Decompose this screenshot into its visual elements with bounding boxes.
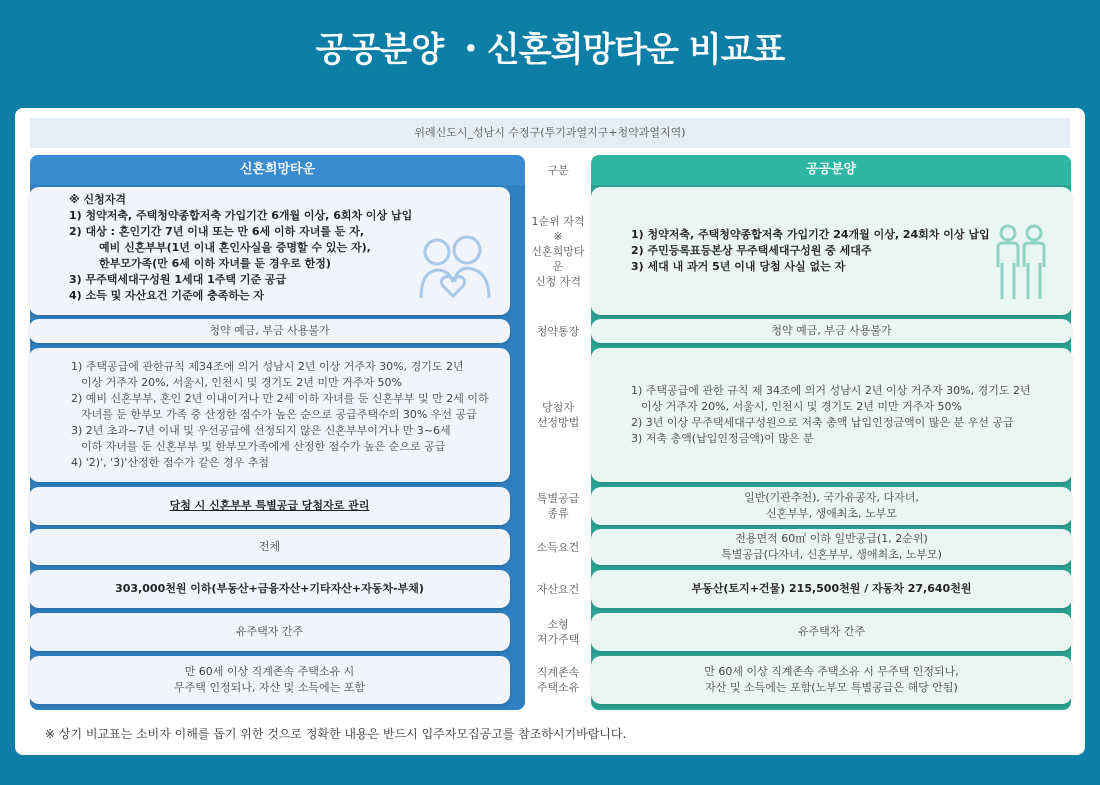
row-income-label: 소득요건	[536, 540, 580, 554]
row-asset-label: 자산요건	[536, 582, 580, 596]
row-special-right	[591, 487, 1072, 525]
row-asset-left: 303,000천원 이하(부동산+금융자산+기타자산+자동차-부채)	[29, 570, 510, 608]
parents-left-line: 무주택 인정되나, 자산 및 소득에는 포함	[174, 681, 365, 694]
selection-right-line: 3) 저축 총액(납입인정금액)이 많은 분	[631, 432, 814, 445]
qualification-label-line: 1순위 자격	[531, 214, 585, 228]
couple-heart-icon	[415, 230, 495, 302]
qualification-right-line: 2) 주민등록표등본상 무주택세대구성원 중 세대주	[631, 244, 872, 257]
selection-right-line: 2) 3년 이상 무주택세대구성원으로 저축 총액 납입인정금액이 많은 분 우선 공급	[631, 416, 1014, 429]
small-label-line: 저가주택	[536, 633, 580, 646]
parents-right-line: 만 60세 이상 직계존속 주택소유 시 무주택 인정되나,	[704, 665, 959, 678]
selection-left-line: 2) 예비 신혼부부, 혼인 2년 이내이거나 만 2세 이하 자녀를 둔 신혼부부 및 만 2세 이하	[71, 392, 489, 405]
couple-people-icon	[990, 223, 1052, 303]
row-small-left: 유주택자 간주	[29, 613, 510, 651]
qualification-label-line: ※	[553, 229, 563, 243]
row-income-right	[591, 529, 1072, 565]
selection-label-line: 선정방법	[536, 416, 580, 429]
row-small-right: 유주택자 간주	[591, 613, 1072, 651]
row-income-left: 전체	[29, 529, 510, 565]
row-selection-left	[29, 348, 510, 482]
row-selection-right	[591, 348, 1072, 482]
parents-left-line: 만 60세 이상 직계존속 주택소유 시	[184, 665, 355, 678]
row-small-label	[527, 613, 589, 651]
page-title: 공공분양 ・신혼희망타운 비교표	[315, 30, 785, 70]
row-parents-right	[591, 656, 1072, 704]
income-right-line: 특별공급(다자녀, 신혼부부, 생애최초, 노부모)	[721, 548, 942, 561]
qualification-left-line: 4) 소득 및 자산요건 기준에 충족하는 자	[69, 289, 265, 302]
qualification-right-line: 1) 청약저축, 주택청약종합저축 가입기간 24개월 이상, 24회차 이상 납입	[631, 228, 990, 241]
qualification-label-line: 신혼희망타운	[531, 244, 585, 273]
selection-right-line: 1) 주택공급에 관한 규칙 제 34조에 의거 성남시 2년 이상 거주자 30%, 경기도 2년	[631, 384, 1031, 397]
selection-left-line: 3) 2년 초과~7년 이내 및 우선공급에 선정되지 않은 신혼부부이거나 만 3~6세	[71, 424, 451, 437]
qualification-label-line: 신청 자격	[534, 274, 581, 288]
parents-label-line: 주택소유	[536, 681, 580, 694]
special-right-line: 일반(기관추천), 국가유공자, 다자녀,	[744, 491, 919, 504]
row-account-label: 청약통장	[536, 324, 580, 338]
selection-left-line: 1) 주택공급에 관한규칙 제34조에 의거 성남시 2년 이상 거주자 30%, 경기도 2년	[71, 360, 464, 373]
row-parents-left	[29, 656, 510, 704]
qualification-left-line: 한부모가족(만 6세 이하 자녀를 둔 경우로 한정)	[99, 257, 331, 270]
income-right-line: 전용면적 60㎡ 이하 일반공급(1, 2순위)	[735, 532, 928, 545]
footnote: ※ 상기 비교표는 소비자 이해를 돕기 위한 것으로 정확한 내용은 반드시 입주자모집공고를 참조하시기바랍니다.	[45, 727, 627, 741]
selection-left-line: 4) '2)', '3)'산정한 점수가 같은 경우 추첨	[71, 456, 269, 469]
qualification-right-line: 3) 세대 내 과거 5년 이내 당첨 사실 없는 자	[631, 260, 846, 273]
row-special-left: 당첨 시 신혼부부 특별공급 당첨자로 관리	[29, 487, 510, 525]
qualification-left-line: 2) 대상 : 혼인기간 7년 이내 또는 만 6세 이하 자녀를 둔 자,	[69, 225, 365, 238]
special-label-line: 특별공급	[536, 492, 580, 505]
selection-right-line: 이상 거주자 20%, 서울시, 인천시 및 경기도 2년 미만 거주자 50%	[641, 400, 963, 413]
row-account-right: 청약 예금, 부금 사용불가	[591, 319, 1072, 343]
column-header-category: 구분	[547, 163, 569, 177]
qualification-left-line: ※ 신청자격	[69, 193, 127, 206]
row-asset-right: 부동산(토지+건물) 215,500천원 / 자동차 27,640천원	[591, 570, 1072, 608]
comparison-card	[15, 108, 1085, 755]
region-subheader: 위례신도시_성남시 수정구(투기과열지구+청약과열지역)	[30, 118, 1070, 148]
selection-left-line: 자녀를 둔 한부모 가족 중 산정한 점수가 높은 순으로 공급주택수의 30% 우선 공급	[81, 408, 477, 421]
special-label-line: 종류	[547, 507, 569, 520]
qualification-left-line: 3) 무주택세대구성원 1세대 1주택 기준 공급	[69, 273, 287, 286]
row-special-label	[527, 487, 589, 525]
selection-left-line: 이상 거주자 20%, 서울시, 인천시 및 경기도 2년 미만 거주자 50%	[81, 376, 403, 389]
column-header-newlywed-town: 신혼희망타운	[30, 155, 525, 185]
row-qualification-label	[527, 187, 589, 315]
qualification-left-line: 예비 신혼부부(1년 이내 혼인사실을 증명할 수 있는 자),	[99, 241, 371, 254]
parents-right-line: 자산 및 소득에는 포함(노부모 특별공급은 해당 안됨)	[705, 681, 958, 694]
small-label-line: 소형	[547, 618, 569, 631]
parents-label-line: 직계존속	[536, 666, 580, 679]
selection-left-line: 이하 자녀를 둔 신혼부부 및 한부모가족에게 산정한 점수가 높은 순으로 공급	[81, 440, 446, 453]
row-selection-label	[527, 348, 589, 482]
special-right-line: 신혼부부, 생애최초, 노부모	[766, 507, 897, 520]
row-account-left: 청약 예금, 부금 사용불가	[29, 319, 510, 343]
qualification-left-line: 1) 청약저축, 주택청약종합저축 가입기간 6개월 이상, 6회차 이상 납입	[69, 209, 413, 222]
column-header-public-sale: 공공분양	[591, 155, 1071, 185]
selection-label-line: 당첨자	[542, 401, 574, 414]
row-parents-label	[527, 656, 589, 704]
